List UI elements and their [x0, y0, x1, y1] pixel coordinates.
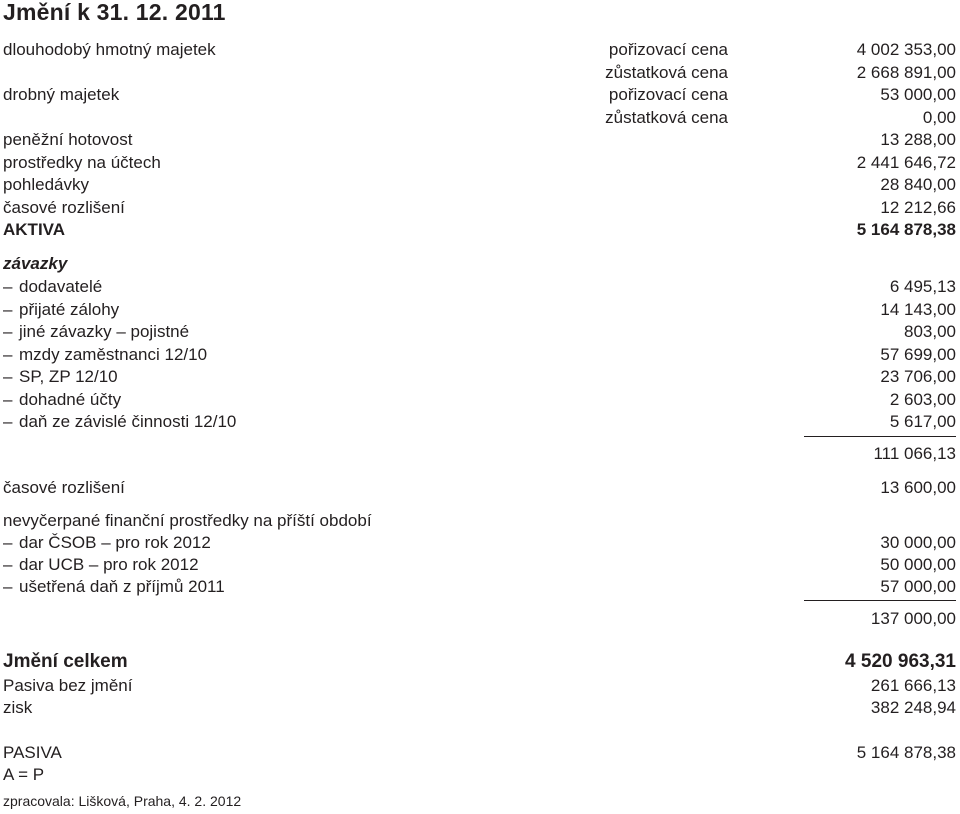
funds-subtotal-row [0, 608, 960, 630]
liability-casove-label: časové rozlišení [3, 478, 125, 497]
liability-row [0, 366, 960, 388]
liability-label [3, 411, 236, 433]
asset-row [0, 152, 960, 174]
asset-row-dlouhodoby [0, 39, 960, 61]
fund-value: 30 000,00 [880, 533, 956, 552]
asset-row [0, 129, 960, 151]
asset-value: 28 840,00 [880, 175, 956, 194]
dash-mark: – [3, 577, 13, 596]
liability-value: 5 617,00 [889, 412, 956, 431]
liability-label [3, 276, 102, 298]
zisk-label: zisk [3, 698, 33, 717]
dash-mark: – [3, 412, 13, 431]
liability-text: SP, ZP 12/10 [19, 367, 118, 386]
asset-label: dlouhodobý hmotný majetek [3, 40, 216, 59]
liability-label [3, 299, 119, 321]
asset-value: 13 288,00 [880, 130, 956, 149]
asset-sublabel: pořizovací cena [608, 40, 728, 59]
dash-mark: – [3, 533, 13, 552]
asset-label: drobný majetek [3, 85, 120, 104]
liability-row [0, 389, 960, 411]
pasiva-bez-row [0, 675, 960, 697]
liability-value: 6 495,13 [889, 277, 956, 296]
zisk-row [0, 697, 960, 719]
equation-row [0, 764, 960, 786]
prepared-by-note: zpracovala: Lišková, Praha, 4. 2. 2012 [3, 793, 242, 809]
fund-value: 57 000,00 [880, 577, 956, 596]
liability-label [3, 389, 121, 411]
asset-row-drobny [0, 84, 960, 106]
dash-mark: – [3, 345, 13, 364]
fund-text: dar ČSOB – pro rok 2012 [19, 533, 211, 552]
asset-label: pohledávky [3, 175, 90, 194]
fund-row [0, 532, 960, 554]
asset-row-drobny-zustatkova [0, 107, 960, 129]
liability-casove-row [0, 477, 960, 499]
asset-sublabel: zůstatková cena [605, 108, 728, 127]
liability-label [3, 344, 207, 366]
asset-label: časové rozlišení [3, 198, 125, 217]
liabilities-heading-row [0, 253, 960, 275]
funds-heading-row [0, 510, 960, 532]
dash-mark: – [3, 367, 13, 386]
jmeni-celkem-value: 4 520 963,31 [845, 651, 956, 672]
fund-text: ušetřená daň z příjmů 2011 [19, 577, 225, 596]
pasiva-bez-value: 261 666,13 [870, 676, 956, 695]
fund-row [0, 576, 960, 598]
fund-row [0, 554, 960, 576]
liability-label [3, 321, 189, 343]
liability-text: daň ze závislé činnosti 12/10 [19, 412, 237, 431]
jmeni-celkem-row [0, 651, 960, 673]
liability-row [0, 411, 960, 433]
liability-text: dohadné účty [19, 390, 122, 409]
fund-text: dar UCB – pro rok 2012 [19, 555, 199, 574]
pasiva-bez-label: Pasiva bez jmění [3, 676, 133, 695]
zisk-value: 382 248,94 [870, 698, 956, 717]
fund-label [3, 532, 211, 554]
asset-sublabel: zůstatková cena [605, 63, 728, 82]
liability-text: mzdy zaměstnanci 12/10 [19, 345, 208, 364]
asset-value: 53 000,00 [880, 85, 956, 104]
liability-row [0, 344, 960, 366]
dash-mark: – [3, 390, 13, 409]
liability-value: 803,00 [904, 322, 956, 341]
liabilities-heading: závazky [3, 254, 68, 273]
asset-sublabel: pořizovací cena [608, 85, 728, 104]
liability-row [0, 321, 960, 343]
subtotal-divider [804, 436, 956, 437]
dash-mark: – [3, 300, 13, 319]
jmeni-celkem-label: Jmění celkem [3, 651, 128, 672]
funds-heading: nevyčerpané finanční prostředky na příští období [3, 511, 372, 530]
fund-label [3, 554, 199, 576]
funds-subtotal-value: 137 000,00 [870, 609, 956, 628]
asset-label: peněžní hotovost [3, 130, 133, 149]
liabilities-subtotal-value: 111 066,13 [873, 444, 956, 463]
equation-text: A = P [3, 765, 45, 784]
subtotal-divider [804, 600, 956, 601]
dash-mark: – [3, 277, 13, 296]
pasiva-row [0, 742, 960, 764]
dash-mark: – [3, 555, 13, 574]
asset-row [0, 174, 960, 196]
liability-label [3, 366, 118, 388]
asset-row [0, 197, 960, 219]
fund-label [3, 576, 225, 598]
liability-value: 14 143,00 [880, 300, 956, 319]
liabilities-subtotal-row [0, 443, 960, 465]
page-title: Jmění k 31. 12. 2011 [3, 0, 226, 25]
dash-mark: – [3, 322, 13, 341]
fund-value: 50 000,00 [880, 555, 956, 574]
asset-value: 0,00 [922, 108, 956, 127]
pasiva-value: 5 164 878,38 [856, 743, 956, 762]
asset-value: 2 441 646,72 [856, 153, 956, 172]
liability-row [0, 276, 960, 298]
pasiva-label: PASIVA [3, 743, 62, 762]
liability-value: 2 603,00 [889, 390, 956, 409]
liability-text: přijaté zálohy [19, 300, 120, 319]
asset-value: 2 668 891,00 [856, 63, 956, 82]
asset-value: 12 212,66 [880, 198, 956, 217]
liability-value: 57 699,00 [880, 345, 956, 364]
liability-value: 23 706,00 [880, 367, 956, 386]
asset-label: prostředky na účtech [3, 153, 161, 172]
assets-total-row [0, 219, 960, 241]
assets-total-value: 5 164 878,38 [856, 220, 956, 239]
asset-row-dlouhodoby-zustatkova [0, 62, 960, 84]
asset-value: 4 002 353,00 [856, 40, 956, 59]
liability-row [0, 299, 960, 321]
liability-text: jiné závazky – pojistné [19, 322, 190, 341]
liability-casove-value: 13 600,00 [880, 478, 956, 497]
assets-total-label: AKTIVA [3, 220, 66, 239]
liability-text: dodavatelé [19, 277, 103, 296]
